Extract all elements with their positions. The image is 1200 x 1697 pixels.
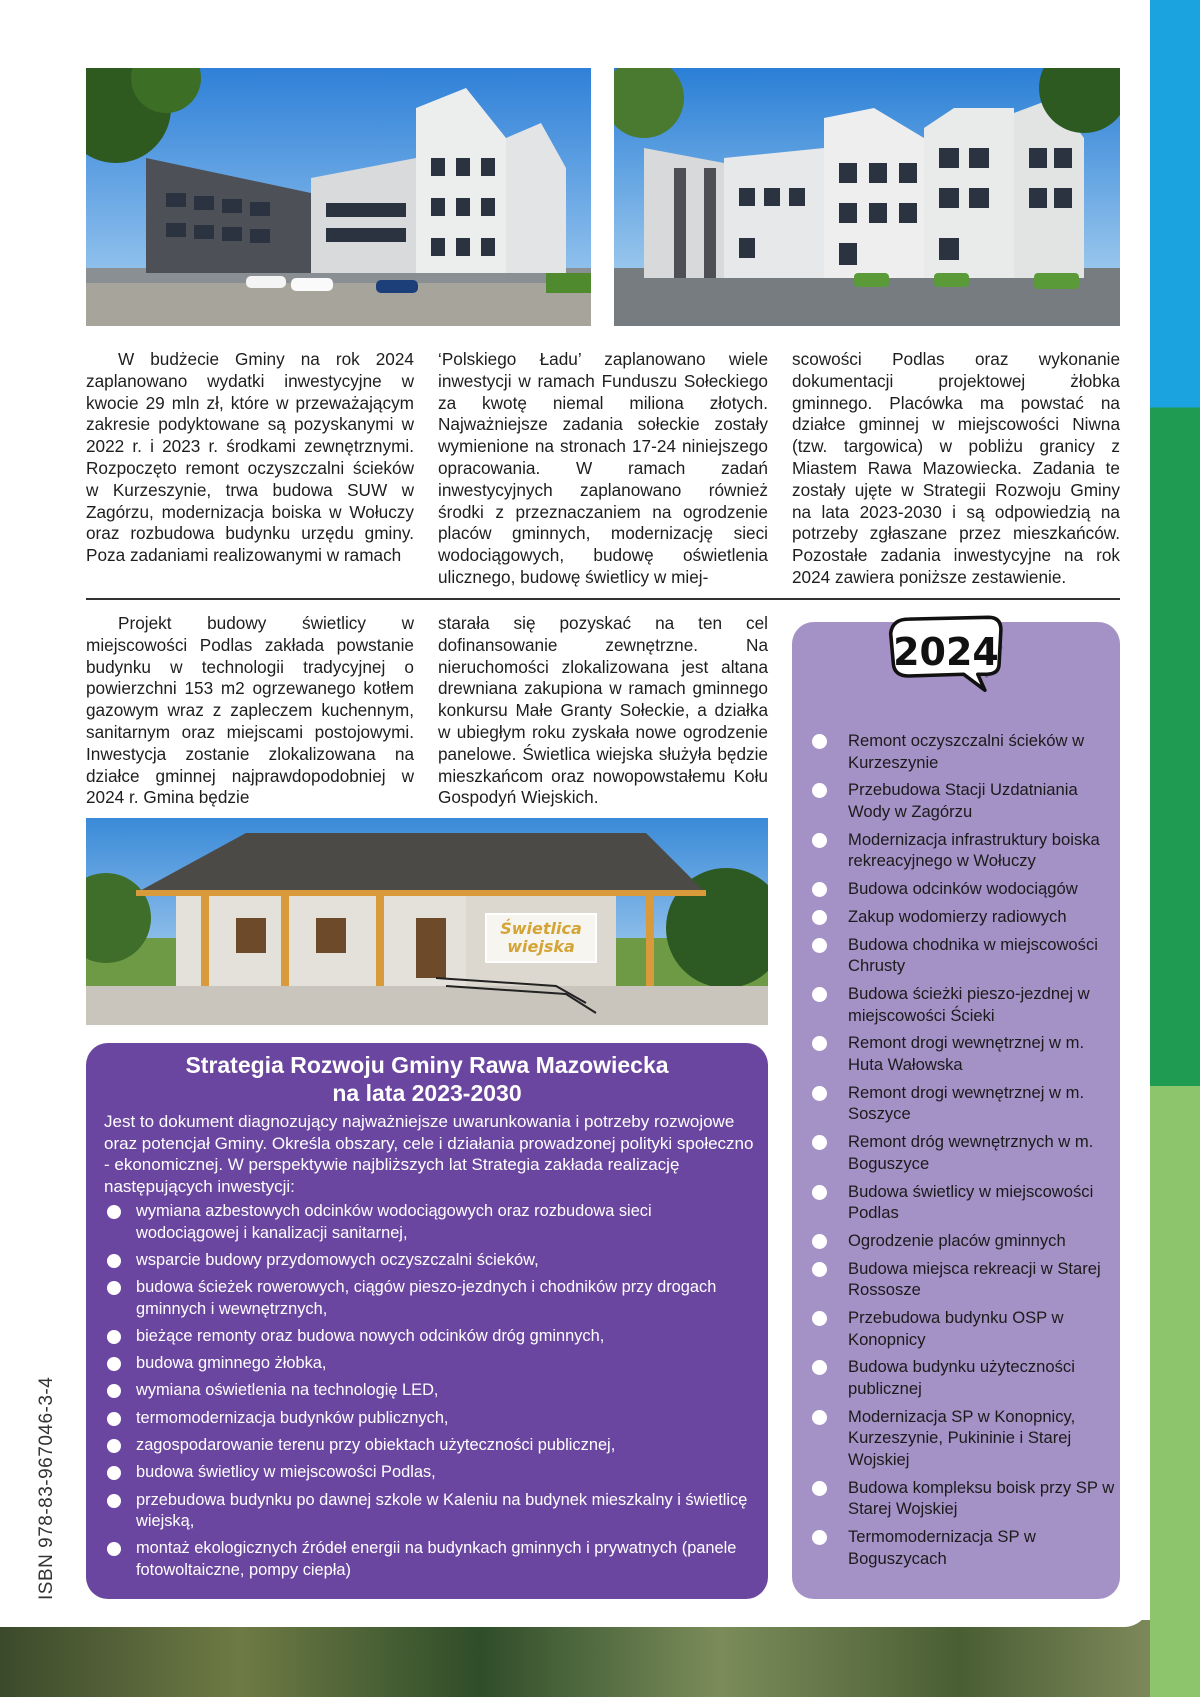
photo-school-right [614, 68, 1120, 326]
list-item [808, 1230, 1118, 1252]
list-item-text: Remont oczyszczalni ścieków w Kurzeszynie [848, 731, 1085, 772]
list-item [808, 1356, 1118, 1399]
intro-column-3 [792, 349, 1120, 589]
list-item [808, 779, 1118, 822]
isbn-label: ISBN 978-83-967046-3-4 [36, 1376, 57, 1600]
project-column-1 [86, 613, 414, 809]
bullet-icon [107, 1330, 121, 1344]
bullet-icon [107, 1466, 121, 1480]
bullet-icon [812, 833, 827, 848]
intro-paragraph-1: W budżecie Gminy na rok 2024 zaplanowano wydatki inwestycyjne w kwocie 29 mln zł, które w przeważającym zakresie podyktowane są pozyskanymi w 2022 r. i 2023 r. środkami zewnętrznymi. Rozpoczęto remont oczyszczalni ścieków w Kurzeszynie, trwa budowa SUW w Zagórzu, modernizacja boiska w Wołuczy oraz rozbudowa budynku urzędu gminy. Poza zadaniami realizowanymi w ramach [86, 349, 414, 566]
list-item-text: budowa ścieżek rowerowych, ciągów pieszo-jezdnych i chodników przy drogach gminnych i wewnętrznych, [136, 1278, 717, 1318]
list-item-text: Remont drogi wewnętrznej w m. Huta Wałowska [848, 1033, 1085, 1075]
list-item-text: Termomodernizacja SP w Boguszycach [848, 1527, 1036, 1568]
list-item [104, 1538, 754, 1581]
list-item [104, 1380, 754, 1402]
project-column-2 [438, 613, 768, 809]
list-item [808, 934, 1118, 977]
footer-landscape-photo [0, 1620, 1200, 1697]
bullet-icon [812, 1530, 827, 1545]
list-item [808, 1526, 1118, 1569]
list-item-text: Budowa kompleksu boisk przy SP w Starej Wojskiej [848, 1477, 1115, 1519]
list-item [104, 1250, 754, 1272]
bullet-icon [107, 1412, 121, 1426]
section-divider [86, 598, 1120, 600]
list-item [808, 829, 1118, 872]
list-item-text: wymiana azbestowych odcinków wodociągowych oraz rozbudowa sieci wodociągowej i kanalizacji sanitarnej, [136, 1202, 652, 1242]
year-label: 2024 [893, 630, 999, 674]
list-item-text: Budowa chodnika w miejscowości Chrusty [848, 934, 1098, 976]
bullet-icon [107, 1281, 121, 1295]
list-item-text: Budowa miejsca rekreacji w Starej Rossosze [848, 1258, 1101, 1300]
project-paragraph-2: starała się pozyskać na ten cel dofinansowanie zewnętrzne. Na nieruchomości zlokalizowana jest altana drewniana zakupiona w ramach gminnego konkursu Małe Granty Sołeckie, a działka w ubiegłym roku zyskała nowe ogrodzenie panelowe. Świetlica wiejska służyła będzie mieszkańcom oraz nowopowstałemu Kołu Gospodyń Wiejskich. [438, 613, 768, 808]
list-item-text: Remont dróg wewnętrznych w m. Boguszyce [848, 1132, 1094, 1173]
year-2024-box [792, 622, 1120, 1599]
list-item-text: Budowa budynku użyteczności publicznej [848, 1357, 1075, 1399]
decorative-side-strip [1150, 0, 1200, 1697]
list-item [104, 1490, 754, 1533]
bullet-icon [812, 1262, 827, 1277]
list-item [808, 1477, 1118, 1520]
list-item-text: Ogrodzenie placów gminnych [848, 1230, 1066, 1250]
list-item [808, 1307, 1118, 1350]
list-item-text: Budowa odcinków wodociągów [848, 879, 1078, 899]
bullet-icon [812, 1410, 827, 1425]
bullet-icon [812, 734, 827, 749]
list-item [808, 1032, 1118, 1075]
bullet-icon [812, 1086, 827, 1101]
strategy-title-line-2: na lata 2023-2030 [332, 1080, 522, 1106]
bullet-icon [107, 1254, 121, 1268]
list-item [808, 730, 1118, 773]
list-item [104, 1408, 754, 1430]
bullet-icon [812, 783, 827, 798]
list-item [808, 906, 1118, 928]
list-item-text: Budowa świetlicy w miejscowości Podlas [848, 1181, 1094, 1223]
bullet-icon [812, 1234, 827, 1249]
bullet-icon [812, 938, 827, 953]
list-item-text: budowa gminnego żłobka, [136, 1354, 327, 1373]
list-item-text: Przebudowa budynku OSP w Konopnicy [848, 1308, 1064, 1349]
year-2024-list [808, 730, 1118, 1576]
list-item-text: Modernizacja SP w Konopnicy, Kurzeszynie, Pukininie i Starej Wojskiej [848, 1406, 1076, 1470]
strategy-title [86, 1051, 768, 1107]
list-item [808, 878, 1118, 900]
list-item [104, 1435, 754, 1457]
list-item [808, 1181, 1118, 1224]
list-item [808, 983, 1118, 1026]
bullet-icon [812, 882, 827, 897]
bullet-icon [812, 987, 827, 1002]
list-item-text: montaż ekologicznych źródeł energii na budynkach gminnych i prywatnych (panele fotowoltaiczne, pompy ciepła) [136, 1539, 737, 1579]
list-item-text: Przebudowa Stacji Uzdatniania Wody w Zagórzu [848, 780, 1078, 821]
intro-column-2 [438, 349, 768, 589]
strategy-box [86, 1043, 768, 1599]
list-item-text: termomodernizacja budynków publicznych, [136, 1408, 449, 1427]
list-item [808, 1082, 1118, 1125]
bullet-icon [107, 1494, 121, 1508]
intro-paragraph-2: ‘Polskiego Ładu’ zaplanowano wiele inwestycji w ramach Funduszu Sołeckiego za kwotę niemal miliona złotych. Najważniejsze zadania sołeckie zostały wymienione na stronach 17-24 niniejszego opracowania. W ramach zadań inwestycyjnych zaplanowano również środki z przeznaczaniem na ogrodzenie placów gminnych, modernizację sieci wodociągowych, budowę oświetlenia ulicznego, budowę świetlicy w miej- [438, 349, 768, 587]
list-item-text: Modernizacja infrastruktury boiska rekreacyjnego w Wołuczy [848, 829, 1100, 871]
bullet-icon [812, 910, 827, 925]
bullet-icon [812, 1135, 827, 1150]
list-item-text: wymiana oświetlenia na technologię LED, [136, 1381, 439, 1400]
list-item-text: wsparcie budowy przydomowych oczyszczalni ścieków, [136, 1250, 539, 1269]
list-item [104, 1201, 754, 1244]
list-item [104, 1353, 754, 1375]
list-item-text: Remont drogi wewnętrznej w m. Soszyce [848, 1082, 1085, 1124]
bullet-icon [812, 1311, 827, 1326]
bullet-icon [107, 1384, 121, 1398]
strategy-title-line-1: Strategia Rozwoju Gminy Rawa Mazowiecka [185, 1052, 669, 1078]
photo-school-left [86, 68, 591, 326]
bullet-icon [812, 1481, 827, 1496]
strategy-list [104, 1201, 754, 1587]
project-paragraph-1: Projekt budowy świetlicy w miejscowości Podlas zakłada powstanie budynku w technologii tradycyjnej o powierzchni 153 m2 ogrzewanego kotłem gazowym wraz z zapleczem kuchennym, sanitarnym oraz miejscami postojowymi. Inwestycja zostanie zlokalizowana na działce gminnej najprawdopodobniej w 2024 r. Gmina będzie [86, 613, 414, 808]
intro-paragraph-3: scowości Podlas oraz wykonanie dokumentacji projektowej żłobka gminnego. Placówka ma powstać na działce gminnej w miejscowości Niwna (tzw. targowica) w pobliżu granicy z Miastem Rawa Mazowiecka. Zadania te zostały ujęte w Strategii Rozwoju Gminy na lata 2023-2030 i są odpowiedzią na potrzeby zgłaszane przez mieszkańców. Pozostałe zadania inwestycyjne na rok 2024 zawiera poniższe zestawienie. [792, 349, 1120, 587]
list-item [104, 1277, 754, 1320]
photo-village-hall [86, 818, 768, 1025]
list-item [808, 1406, 1118, 1471]
bullet-icon [107, 1542, 121, 1556]
bullet-icon [107, 1205, 121, 1219]
list-item-text: Zakup wodomierzy radiowych [848, 906, 1067, 926]
intro-column-1 [86, 349, 414, 567]
bullet-icon [812, 1036, 827, 1051]
list-item-text: Budowa ścieżki pieszo-jezdnej w miejscowości Ścieki [848, 984, 1090, 1025]
list-item [808, 1131, 1118, 1174]
bullet-icon [107, 1357, 121, 1371]
bullet-icon [812, 1360, 827, 1375]
list-item-text: zagospodarowanie terenu przy obiektach użyteczności publicznej, [136, 1436, 616, 1455]
list-item [808, 1258, 1118, 1301]
list-item-text: budowa świetlicy w miejscowości Podlas, [136, 1463, 436, 1482]
list-item [104, 1326, 754, 1348]
list-item [104, 1462, 754, 1484]
strategy-intro: Jest to dokument diagnozujący najważniejsze uwarunkowania i potrzeby rozwojowe oraz potencjał Gminy. Określa obszary, cele i działania prowadzonej polityki społeczno - ekonomicznej. W perspektywie najbliższych lat Strategia zakłada realizację następujących inwestycji: [104, 1112, 754, 1196]
village-hall-sign: Świetlica wiejska [500, 919, 582, 956]
list-item-text: bieżące remonty oraz budowa nowych odcinków dróg gminnych, [136, 1326, 605, 1345]
bullet-icon [107, 1439, 121, 1453]
list-item-text: przebudowa budynku po dawnej szkole w Kaleniu na budynek mieszkalny i świetlicę wiejską, [136, 1490, 748, 1531]
bullet-icon [812, 1185, 827, 1200]
